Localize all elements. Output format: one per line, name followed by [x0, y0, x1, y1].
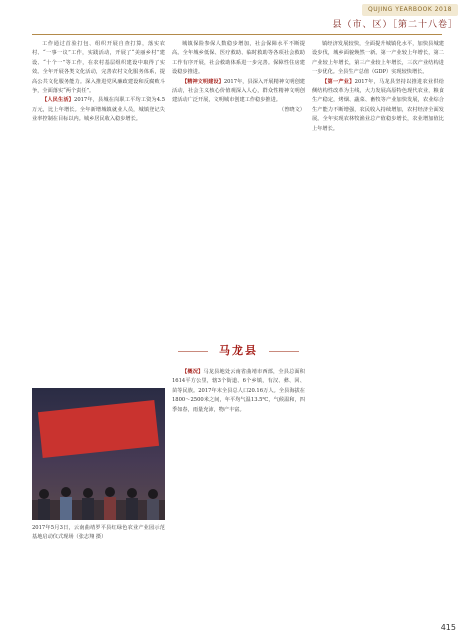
page-number: 415 [440, 623, 456, 632]
column-1 [32, 40, 165, 125]
paragraph [172, 368, 305, 415]
photo-crowd [32, 470, 165, 520]
header-divider [32, 34, 442, 35]
column-2-lower [172, 368, 305, 415]
photo-banner [38, 400, 159, 458]
page-header [0, 0, 468, 34]
yearbook-brand: QUJING YEARBOOK 2018 [362, 4, 458, 16]
county-heading: 马龙县 [172, 340, 305, 362]
subsection-tag: 【人民生活】 [42, 97, 75, 104]
paragraph-text: 2017年，县深入开展精神文明创建活动，社会主义核心价值观深入人心，群众性精神文明创建活动广泛开展，文明城市创建工作稳步推进。 [172, 78, 305, 104]
paragraph: 工作通过首验打包、组织开展自查打算，落实农村、“一事一议”工作，实践活动，开展了“美丽乡村”建设、“十个一”等工作，在农村基层组织建设中取得了实效。全年开展各类文化活动，完善农村文化服务体系，提高公共文化服务能力。深入推进党风廉政建设和反腐败斗争，全面落实“两个责任”。 [32, 41, 165, 95]
subsection-tag: 【精神文明建设】 [182, 78, 224, 85]
paragraph [312, 78, 444, 134]
section-title: 县（市、区）［第二十八卷］ [332, 20, 458, 30]
paragraph: 城镇保险参保人数稳步增加，社会保障水平不断提高。全年城乡低保、医疗救助、临时救助等各项社会救助工作有序开展，社会救助体系进一步完善。保障性住房建设稳步推进。 [172, 41, 305, 76]
paragraph-text: 2017年，马龙县坚持以推进农业供给侧结构性改革为主线，大力发展高原特色现代农业，粮食生产稳定，烤烟、蔬菜、畜牧等产业加快发展，农业综合生产能力不断增强，农民收入持续增加，农村经济全面发展。全年实现农林牧渔业总产值稳步增长，农业增加值比上年增长。 [312, 78, 444, 132]
subsection-tag: 【第一产业】 [322, 78, 355, 85]
subsection-tag: 【概况】 [182, 369, 204, 375]
paragraph: 镇经济发展较快，全面提升城镇化水平，加快县城建设步伐，城乡面貌焕然一新。第一产业较上年增长，第二产业较上年增长，第三产业较上年增长，三次产业结构进一步优化。全县生产总值（GDP）实现较快增长。 [312, 41, 444, 76]
column-2 [172, 40, 305, 115]
paragraph-text: 马龙县地处云南省曲靖市西部，全县总面积1614平方公里，辖3个街道、6个乡镇，有汉、彝、回、苗等民族。2017年末全县总人口20.16万人。全县海拔在1800～2500米之间，年平均气温13.5℃，气候温和，四季如春，雨量充沛，物产丰富。 [172, 369, 305, 413]
paragraph [172, 78, 305, 106]
paragraph [32, 96, 165, 124]
author-sign: （曾晓文） [279, 106, 305, 113]
event-photo [32, 388, 165, 520]
photo-caption: 2017年5月3日，云南曲靖罗平县红绿色农业产业园示范基地启动仪式现场（张志翔 摄） [32, 525, 165, 540]
paragraph-text: 2017年，县城在岗职工平均工资为4.5万元，比上年增长。全年新增城镇就业人员，城镇登记失业率控制在目标以内。城乡居民收入稳步增长。 [32, 97, 165, 123]
column-3 [312, 40, 444, 134]
